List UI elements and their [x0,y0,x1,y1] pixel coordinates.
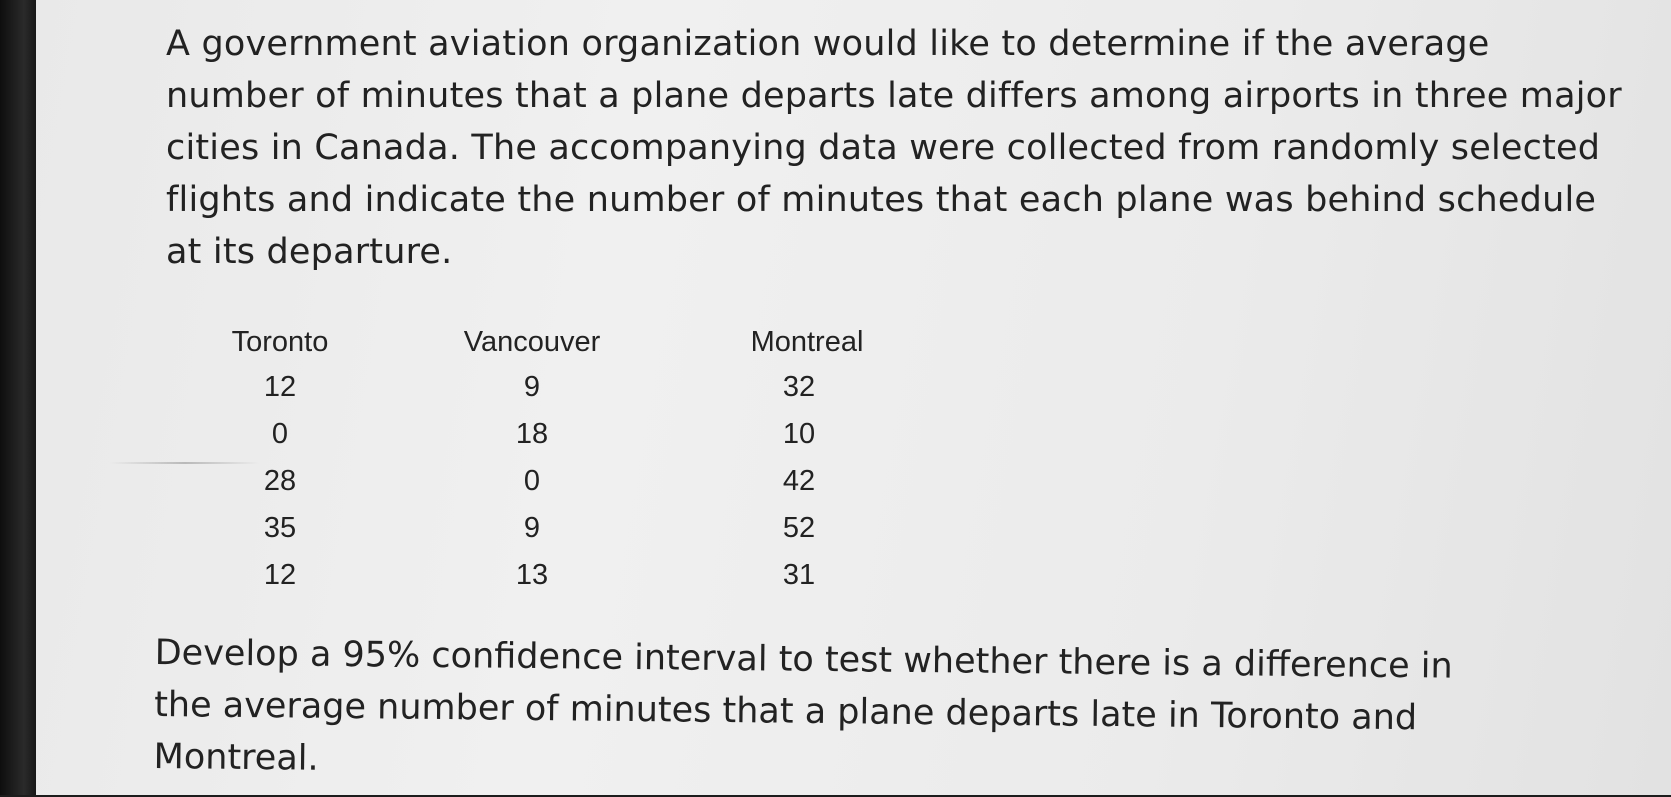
table-cell: 10 [782,418,816,450]
table-cell: 0 [271,418,289,450]
table-cell: 12 [263,559,297,591]
screen-smudge [110,462,260,464]
table-cell: 9 [523,512,541,544]
column-vancouver [457,326,607,606]
table-cell: 12 [263,371,297,403]
table-cell: 52 [782,512,816,544]
header-toronto: Toronto [231,326,329,358]
header-montreal: Montreal [750,326,864,358]
prompt-text: Develop a 95% confidence interval to test whether there is a difference in the average number of minutes that a plane departs late in Toronto and Montreal. [153,632,1453,779]
column-toronto [225,326,335,606]
table-cell: 35 [263,512,297,544]
question-text: A government aviation organization would like to determine if the average number of minutes that a plane departs late differs among airports in three major cities in Canada. The accompanying data were collected from randomly selected flights and indicate the number of minutes that each plane was behind schedule at its departure. [166,24,1622,272]
table-cell: 31 [782,559,816,591]
table-cell: 42 [782,465,816,497]
header-vancouver: Vancouver [463,326,601,358]
table-cell: 18 [515,418,549,450]
table-cell: 32 [782,371,816,403]
table-cell: 28 [263,465,297,497]
monitor-bezel [0,0,40,795]
table-cell: 0 [523,465,541,497]
table-cell: 13 [515,559,549,591]
column-montreal [747,326,867,606]
table-cell: 9 [523,371,541,403]
